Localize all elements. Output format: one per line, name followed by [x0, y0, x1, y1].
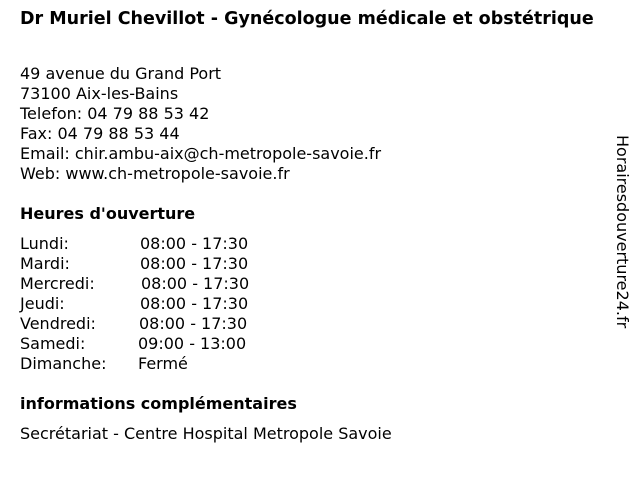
phone-number: Telefon: 04 79 88 53 42 [20, 104, 210, 123]
web-label: Web: [20, 164, 66, 183]
hours-time: Fermé [138, 354, 188, 373]
additional-info-text: Secrétariat - Centre Hospital Metropole Savoie [20, 424, 392, 443]
hours-day: Lundi: [20, 234, 69, 253]
email-row [20, 144, 381, 164]
hours-day: Mercredi: [20, 274, 95, 293]
email-link[interactable]: chir.ambu-aix@ch-metropole-savoie.fr [74, 144, 382, 163]
email-label: Email: [20, 144, 75, 163]
hours-day: Jeudi: [20, 294, 65, 313]
hours-day: Mardi: [20, 254, 70, 273]
hours-day: Samedi: [20, 334, 86, 353]
fax-number: Fax: 04 79 88 53 44 [20, 124, 180, 143]
web-link[interactable]: www.ch-metropole-savoie.fr [65, 164, 290, 183]
hours-time: 09:00 - 13:00 [138, 334, 247, 353]
opening-hours-heading: Heures d'ouverture [20, 204, 196, 223]
page-title: Dr Muriel Chevillot - Gynécologue médicale et obstétrique [20, 9, 594, 29]
web-row [20, 164, 290, 184]
site-watermark: Horairesdouverture24.fr [613, 135, 632, 329]
hours-day: Dimanche: [20, 354, 107, 373]
address-city: 73100 Aix-les-Bains [20, 84, 179, 103]
additional-info-heading: informations complémentaires [20, 394, 297, 413]
hours-time: 08:00 - 17:30 [139, 314, 248, 333]
hours-time: 08:00 - 17:30 [140, 294, 249, 313]
hours-time: 08:00 - 17:30 [140, 234, 249, 253]
hours-day: Vendredi: [20, 314, 96, 333]
address-street: 49 avenue du Grand Port [20, 64, 222, 83]
hours-time: 08:00 - 17:30 [140, 254, 249, 273]
hours-time: 08:00 - 17:30 [141, 274, 250, 293]
